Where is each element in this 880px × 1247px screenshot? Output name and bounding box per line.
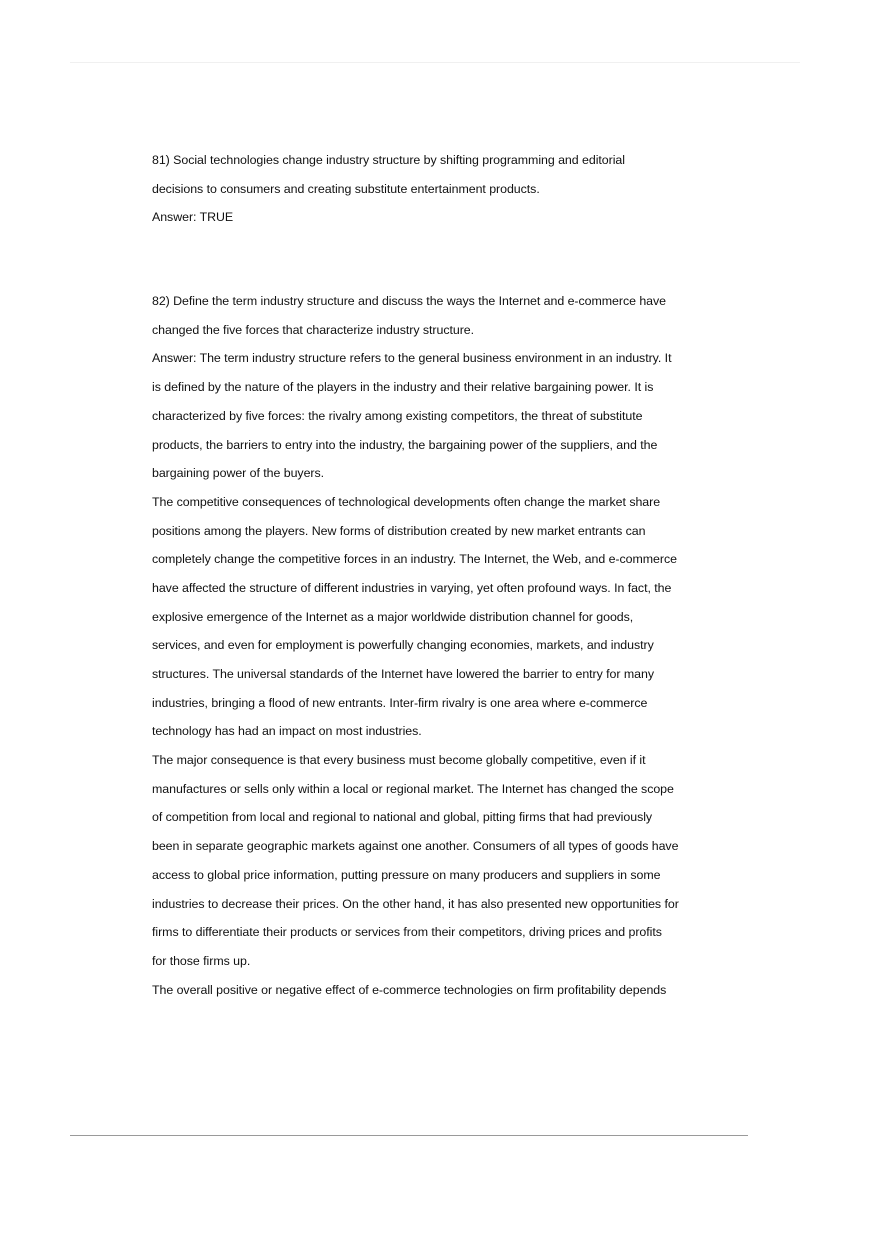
question-82-answer-line: manufactures or sells only within a local or regional market. The Internet has changed the scope: [152, 781, 674, 796]
question-82-answer-line: bargaining power of the buyers.: [152, 466, 325, 481]
question-81-line: decisions to consumers and creating substitute entertainment products.: [152, 181, 540, 196]
question-81-answer: Answer: TRUE: [152, 210, 234, 225]
footer-rule: [70, 1135, 748, 1136]
question-82-answer-line: completely change the competitive forces in an industry. The Internet, the Web, and e-commerce: [152, 552, 677, 567]
question-82-answer-line: services, and even for employment is powerfully changing economies, markets, and industry: [152, 638, 654, 653]
question-82-answer-line: The major consequence is that every business must become globally competitive, even if it: [152, 753, 646, 768]
header-rule: [70, 62, 800, 63]
question-82-answer-line: characterized by five forces: the rivalry among existing competitors, the threat of substitute: [152, 408, 643, 423]
question-82-answer-line: technology has had an impact on most industries.: [152, 724, 422, 739]
question-82-answer-line: The overall positive or negative effect of e-commerce technologies on firm profitability depends: [152, 982, 667, 997]
question-82-answer-line: structures. The universal standards of the Internet have lowered the barrier to entry for many: [152, 667, 654, 681]
question-82-answer-line: products, the barriers to entry into the industry, the bargaining power of the suppliers, and the: [152, 437, 658, 452]
question-82: [152, 287, 724, 1004]
question-82-answer-line: is defined by the nature of the players in the industry and their relative bargaining power. It is: [152, 380, 654, 395]
question-82-answer-line: industries to decrease their prices. On the other hand, it has also presented new opportunities for: [152, 896, 679, 911]
question-82-line: 82) Define the term industry structure and discuss the ways the Internet and e-commerce have: [152, 294, 666, 309]
question-82-line: changed the five forces that characterize industry structure.: [152, 322, 475, 337]
question-81: [152, 146, 724, 232]
question-82-answer-line: of competition from local and regional to national and global, pitting firms that had previously: [152, 810, 653, 825]
question-82-answer-line: for those firms up.: [152, 953, 251, 968]
question-81-line: 81) Social technologies change industry structure by shifting programming and editorial: [152, 153, 625, 167]
question-82-answer-line: positions among the players. New forms of distribution created by new market entrants can: [152, 523, 646, 538]
question-82-answer-line: access to global price information, putting pressure on many producers and suppliers in some: [152, 867, 661, 882]
question-82-answer-line: firms to differentiate their products or services from their competitors, driving prices and profits: [152, 925, 662, 940]
question-82-answer-line: have affected the structure of different industries in varying, yet often profound ways. In fact, the: [152, 580, 672, 595]
question-82-answer-line: been in separate geographic markets against one another. Consumers of all types of goods have: [152, 839, 679, 854]
document-body: [152, 146, 724, 1004]
question-82-answer-line: explosive emergence of the Internet as a major worldwide distribution channel for goods,: [152, 609, 634, 624]
question-82-answer-line: The competitive consequences of technological developments often change the market share: [152, 494, 661, 509]
question-82-answer-line: industries, bringing a flood of new entrants. Inter-firm rivalry is one area where e-commerce: [152, 695, 648, 710]
question-82-answer-line: Answer: The term industry structure refers to the general business environment in an industry. It: [152, 351, 672, 366]
